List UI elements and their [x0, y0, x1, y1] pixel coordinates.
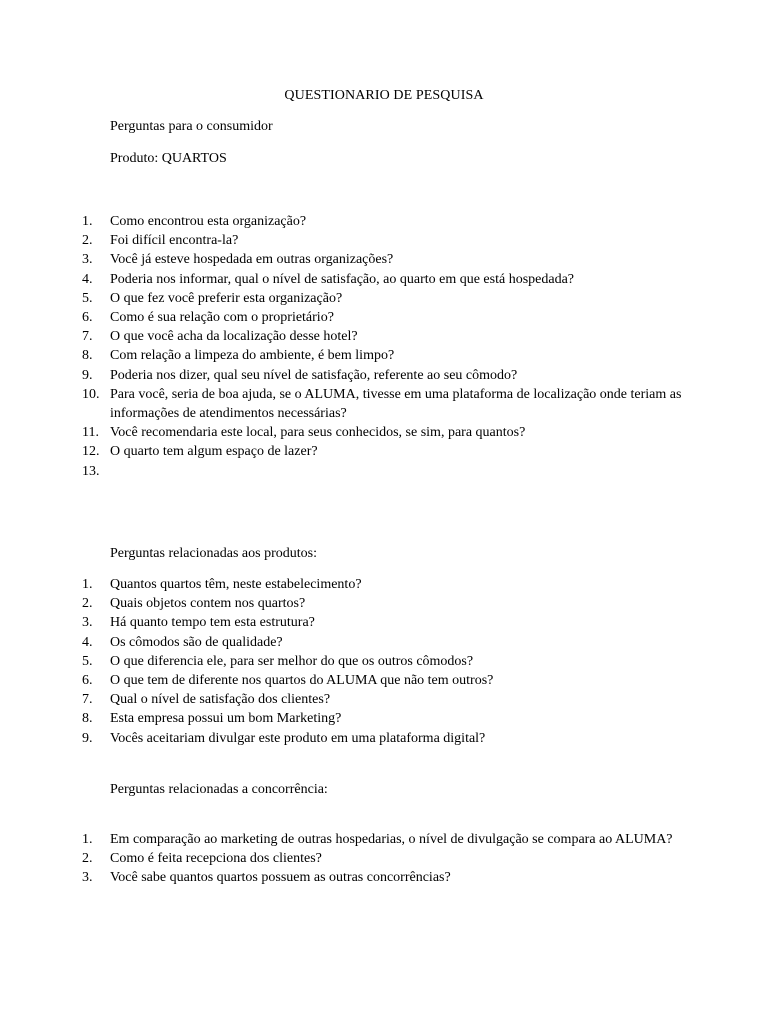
item-text: Poderia nos informar, qual o nível de satisfação, ao quarto em que está hospedada? [110, 271, 575, 287]
item-number: 6. [82, 673, 93, 689]
list-item [82, 575, 682, 594]
item-number: 1. [82, 214, 93, 229]
list-item [82, 652, 682, 671]
item-number: 7. [82, 692, 93, 708]
list-item [82, 308, 682, 327]
list-item [82, 709, 682, 728]
list-item [82, 868, 682, 887]
item-number: 5. [82, 653, 93, 669]
item-number: 7. [82, 329, 93, 345]
item-text: O que tem de diferente nos quartos do ALUMA que não tem outros? [110, 673, 494, 689]
item-number: 11. [82, 425, 99, 441]
item-text [110, 462, 682, 481]
item-text: Quais objetos contem nos quartos? [110, 596, 306, 612]
list-item [82, 231, 682, 250]
list-item [82, 594, 682, 613]
list-item [82, 633, 682, 652]
intro-product-line: Produto: QUARTOS [110, 151, 227, 166]
list-item [82, 366, 682, 385]
item-number: 9. [82, 367, 93, 383]
list-item [82, 729, 682, 748]
item-text: Você já esteve hospedada em outras organizações? [110, 252, 394, 268]
item-text: Como é sua relação com o proprietário? [110, 310, 334, 326]
list-item [82, 385, 682, 423]
product-questions-list [82, 575, 682, 748]
list-item [82, 442, 682, 461]
item-text: Esta empresa possui um bom Marketing? [110, 711, 342, 727]
list-item [82, 830, 682, 849]
item-text: Qual o nível de satisfação dos clientes? [110, 692, 331, 708]
list-item [82, 423, 682, 442]
item-number: 1. [82, 832, 93, 847]
item-text: Quantos quartos têm, neste estabelecimento? [110, 577, 362, 592]
products-section-heading: Perguntas relacionadas aos produtos: [110, 546, 317, 561]
item-number: 2. [82, 233, 93, 249]
item-number: 12. [82, 444, 100, 460]
item-number: 10. [82, 386, 100, 402]
list-item [82, 849, 682, 868]
item-text: Há quanto tempo tem esta estrutura? [110, 615, 315, 631]
list-item [82, 270, 682, 289]
list-item [82, 212, 682, 231]
list-item [82, 289, 682, 308]
item-text: Os cômodos são de qualidade? [110, 634, 283, 650]
item-text: Poderia nos dizer, qual seu nível de satisfação, referente ao seu cômodo? [110, 367, 518, 383]
item-number: 3. [82, 252, 93, 268]
intro-consumer-line: Perguntas para o consumidor [110, 119, 273, 134]
item-text: Com relação a limpeza do ambiente, é bem limpo? [110, 348, 395, 364]
competition-section-heading: Perguntas relacionadas a concorrência: [110, 782, 328, 797]
item-text: O que você acha da localização desse hotel? [110, 329, 358, 345]
item-number: 4. [82, 271, 93, 287]
item-number: 2. [82, 851, 93, 867]
item-number: 3. [82, 870, 93, 886]
list-item [82, 462, 682, 481]
item-text: Você sabe quantos quartos possuem as outras concorrências? [110, 870, 451, 886]
item-text: Foi difícil encontra-la? [110, 233, 239, 249]
item-number: 2. [82, 596, 93, 612]
item-number: 13. [82, 463, 100, 479]
list-item [82, 327, 682, 346]
list-item [82, 250, 682, 269]
list-item [82, 671, 682, 690]
item-text: Para você, seria de boa ajuda, se o ALUMA, tivesse em uma plataforma de localização onde teriam as informações de atendimentos necessárias? [110, 386, 682, 422]
item-number: 6. [82, 310, 93, 326]
item-number: 1. [82, 577, 93, 592]
competition-questions-list [82, 830, 682, 888]
item-text: Em comparação ao marketing de outras hospedarias, o nível de divulgação se compara ao ALUMA? [110, 832, 673, 847]
document-title: QUESTIONARIO DE PESQUISA [284, 88, 484, 103]
item-text: Como encontrou esta organização? [110, 214, 307, 229]
item-number: 8. [82, 348, 93, 364]
list-item [82, 346, 682, 365]
list-item [82, 613, 682, 632]
item-number: 8. [82, 711, 93, 727]
item-number: 9. [82, 730, 93, 746]
item-number: 4. [82, 634, 93, 650]
item-text: O quarto tem algum espaço de lazer? [110, 444, 318, 460]
item-text: Você recomendaria este local, para seus conhecidos, se sim, para quantos? [110, 425, 526, 441]
item-text: O que fez você preferir esta organização? [110, 290, 343, 306]
item-text: O que diferencia ele, para ser melhor do que os outros cômodos? [110, 653, 474, 669]
item-number: 5. [82, 290, 93, 306]
consumer-questions-list [82, 212, 682, 481]
list-item [82, 690, 682, 709]
item-text: Como é feita recepciona dos clientes? [110, 851, 322, 867]
item-text: Vocês aceitariam divulgar este produto em uma plataforma digital? [110, 730, 486, 746]
item-number: 3. [82, 615, 93, 631]
